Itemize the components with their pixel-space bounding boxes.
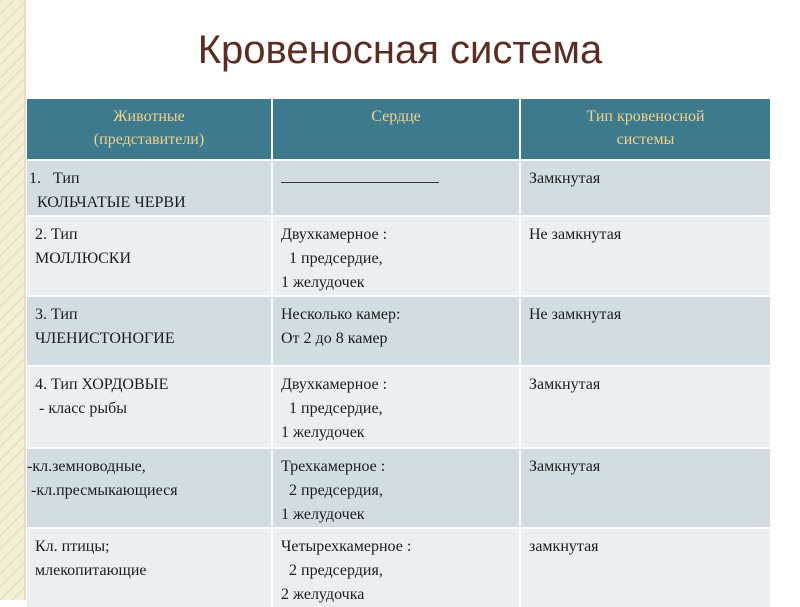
- left-border-line: [24, 0, 26, 600]
- cell-heart: Четырехкамерное : 2 предсердия, 2 желудочка: [272, 528, 520, 607]
- table-row: [27, 528, 770, 607]
- cell-animal: 3. Тип ЧЛЕНИСТОНОГИЕ: [27, 296, 272, 366]
- cell-system-type: Замкнутая: [520, 160, 770, 216]
- table-row: [27, 160, 770, 216]
- cell-animal: 2. Тип МОЛЛЮСКИ: [27, 216, 272, 296]
- cell-heart: Несколько камер: От 2 до 8 камер: [272, 296, 520, 366]
- cell-animal: Кл. птицы; млекопитающие: [27, 528, 272, 607]
- header-animals: Животные (представители): [27, 99, 272, 160]
- cell-heart: Двухкамерное : 1 предсердие, 1 желудочек: [272, 366, 520, 448]
- cell-heart: Двухкамерное : 1 предсердие, 1 желудочек: [272, 216, 520, 296]
- cell-heart: Трехкамерное : 2 предсердия, 1 желудочек: [272, 448, 520, 528]
- header-heart: Сердце: [272, 99, 520, 160]
- cell-animal: -кл.земноводные, -кл.пресмыкающиеся: [27, 448, 272, 528]
- left-decorative-border: [0, 0, 24, 600]
- cell-system-type: Не замкнутая: [520, 296, 770, 366]
- cell-system-type: Замкнутая: [520, 448, 770, 528]
- cell-animal: 1. Тип КОЛЬЧАТЫЕ ЧЕРВИ: [27, 160, 272, 216]
- table-row: [27, 366, 770, 448]
- table-row: [27, 216, 770, 296]
- header-system-type: Тип кровеносной системы: [520, 99, 770, 160]
- table-row: [27, 448, 770, 528]
- cell-system-type: Замкнутая: [520, 366, 770, 448]
- table-row: [27, 296, 770, 366]
- circulatory-system-table: [27, 99, 770, 607]
- table-header-row: [27, 99, 770, 160]
- cell-animal: 4. Тип ХОРДОВЫЕ - класс рыбы: [27, 366, 272, 448]
- blank-fill-line: [281, 168, 439, 183]
- cell-system-type: замкнутая: [520, 528, 770, 607]
- slide-title: Кровеносная система: [197, 28, 603, 72]
- cell-heart: [272, 160, 520, 216]
- cell-system-type: Не замкнутая: [520, 216, 770, 296]
